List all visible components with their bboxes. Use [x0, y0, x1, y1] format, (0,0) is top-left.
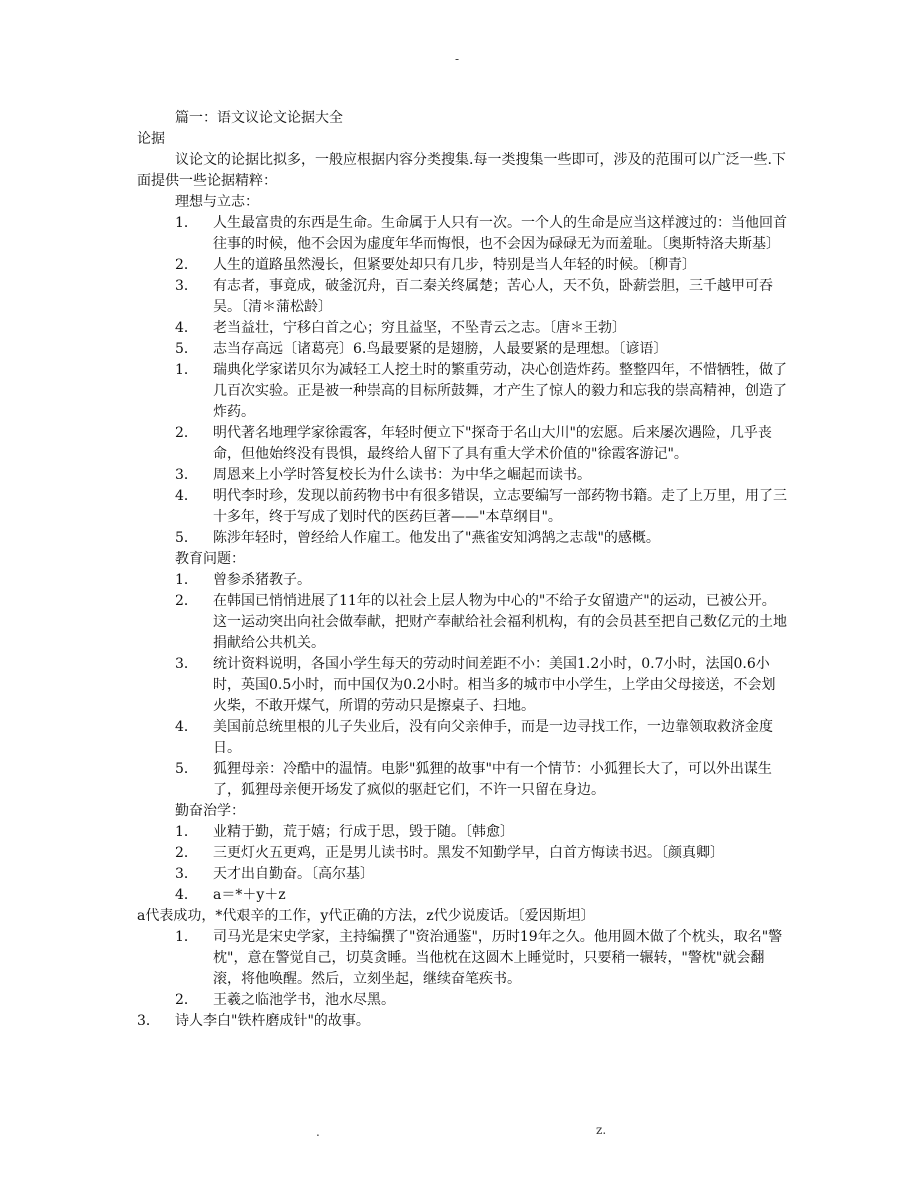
list-item: 4． 明代李时珍，发现以前药物书中有很多错误，立志要编写一部药物书籍。走了上万里，用了三十多年，终于写成了划时代的医药巨著——"本草纲目"。 — [175, 488, 787, 525]
list-item: 4． 美国前总统里根的儿子失业后，没有向父亲伸手，而是一边寻找工作，一边靠领取救济金度日。 — [175, 719, 773, 756]
list-item: 3． 天才出自勤奋。〔高尔基〕 — [175, 866, 374, 882]
list-item: 2． 王羲之临池学书，池水尽黑。 — [175, 992, 395, 1008]
group-list-diligence — [137, 822, 787, 906]
document-title: 篇一：语文议论文论据大全 — [175, 110, 343, 126]
list-item: 3． 有志者，事竟成，破釜沉舟，百二秦关终属楚；苦心人，天不负，卧薪尝胆，三千越甲可吞吴。〔清＊蒲松龄〕 — [175, 278, 773, 315]
list-item: 5． 狐狸母亲：冷酷中的温情。电影"狐狸的故事"中有一个情节：小狐狸长大了，可以外出谋生了，狐狸母亲便开场发了疯似的驱赶它们，不许一只留在身边。 — [175, 761, 772, 798]
list-item: 1． 人生最富贵的东西是生命。生命属于人只有一次。一个人的生命是应当这样渡过的：当他回首往事的时候，他不会因为虚度年华而悔恨，也不会因为碌碌无为而羞耻。〔奥斯特洛夫斯基〕 — [175, 215, 787, 252]
group-heading-diligence: 勤奋治学： — [175, 803, 245, 819]
list-item: 1． 业精于勤，荒于嬉；行成于思，毁于随。〔韩愈〕 — [175, 824, 514, 840]
list-item: 5． 陈涉年轻时，曾经给人作雇工。他发出了"燕雀安知鸿鹄之志哉"的感概。 — [175, 530, 660, 546]
document-body — [137, 108, 787, 1032]
list-item: 3． 周恩来上小学时答复校长为什么读书：为中华之崛起而读书。 — [175, 467, 591, 483]
formula-note: a代表成功，*代艰辛的工作，y代正确的方法，z代少说废话。〔爱因斯坦〕 — [137, 908, 595, 924]
list-item: 1． 曾参杀猪教子。 — [175, 572, 311, 588]
section-heading: 论据 — [137, 131, 165, 147]
list-item: 2． 人生的道路虽然漫长，但紧要处却只有几步，特别是当人年轻的时候。〔柳青〕 — [175, 257, 696, 273]
list-item: 1． 司马光是宋史学家，主持编撰了"资治通鉴"，历时19年之久。他用圆木做了个枕头，取名"警枕"，意在警觉自己，切莫贪睡。当他枕在这圆木上睡觉时，只要稍一辗转，"警枕"就会翻滚，将他唤醒。然后，立刻坐起，继续奋笔疾书。 — [175, 929, 783, 987]
list-item: 3． 统计资料说明，各国小学生每天的劳动时间差距不小：美国1.2小时，0.7小时，法国0.6小时，英国0.5小时，而中国仅为0.2小时。相当多的城市中小学生，上学由父母接送，不会划火柴，不敢开煤气，所谓的劳动只是擦桌子、扫地。 — [175, 656, 776, 714]
list-item: 1． 瑞典化学家诺贝尔为减轻工人挖土时的繁重劳动，决心创造炸药。整整四年，不惜牺牲，做了几百次实验。正是被一种崇高的目标所鼓舞，才产生了惊人的毅力和忘我的崇高精神，创造了炸药。 — [175, 362, 787, 420]
list-item: 3． 诗人李白"铁杵磨成针"的故事。 — [137, 1013, 370, 1029]
list-item: 2． 三更灯火五更鸡，正是男儿读书时。黑发不知勤学早，白首方悔读书迟。〔颜真卿〕 — [175, 845, 724, 861]
group-heading-ideals: 理想与立志： — [175, 194, 259, 210]
footer-left-mark: . — [316, 1125, 320, 1139]
group-list-ideals — [137, 213, 787, 549]
list-item: 2． 明代著名地理学家徐霞客，年轻时便立下"探奇于名山大川"的宏愿。后来屡次遇险，几乎丧命，但他始终没有畏惧，最终给人留下了具有重大学术价值的"徐霞客游记"。 — [175, 425, 772, 462]
header-mark: - — [455, 52, 460, 66]
list-item: 2． 在韩国已悄悄进展了11年的以社会上层人物为中心的"不给子女留遗产"的运动，已被公开。这一运动突出向社会做奉献，把财产奉献给社会福利机构，有的会员甚至把自己数亿元的土地捐献给公共机关。 — [175, 593, 787, 651]
list-item: 4． 老当益壮，宁移白首之心；穷且益坚，不坠青云之志。〔唐＊王勃〕 — [175, 320, 626, 336]
list-item: 5． 志当存高远〔诸葛亮〕6.鸟最要紧的是翅膀，人最要紧的是理想。〔谚语〕 — [175, 341, 668, 357]
list-item: 4． a＝*＋y＋z — [175, 887, 286, 903]
footer-right-mark: z. — [596, 1123, 607, 1137]
group-list-diligence-examples — [137, 927, 787, 1011]
intro-paragraph: 议论文的论据比拟多，一般应根据内容分类搜集.每一类搜集一些即可，涉及的范围可以广泛一些.下面提供一些论据精粹： — [137, 152, 786, 189]
group-heading-education: 教育问题： — [175, 551, 245, 567]
group-list-education — [137, 570, 787, 801]
